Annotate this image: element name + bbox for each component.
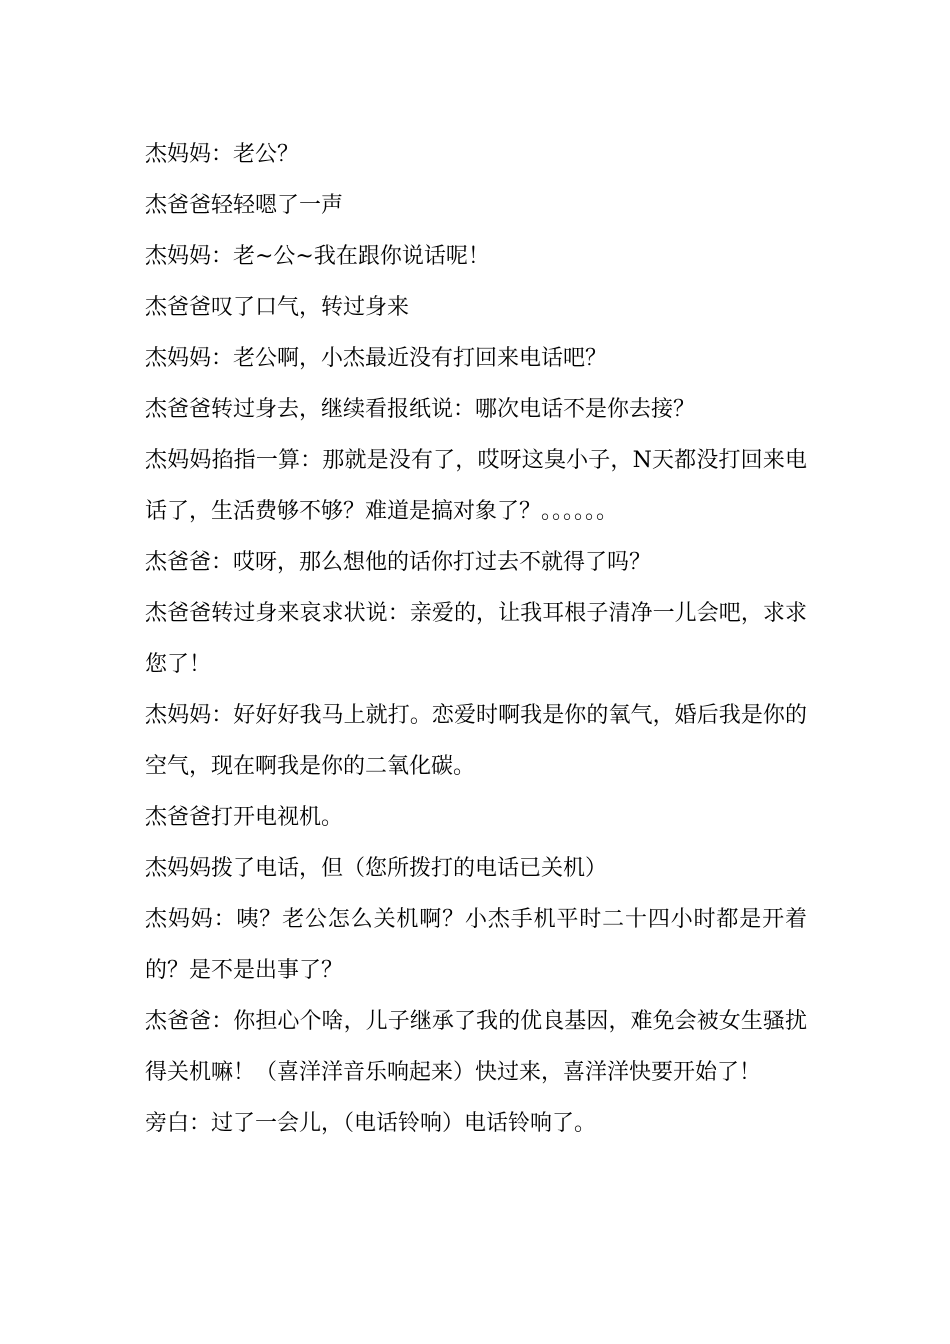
paragraph-dad-genes: 杰爸爸：你担心个啥，儿子继承了我的优良基因，难免会被女生骚扰得关机嘛！（喜洋洋音乐响起来）快过来，喜洋洋快要开始了！ (145, 1009, 807, 1085)
paragraph-dad-sighs: 杰爸爸叹了口气，转过身来 (145, 295, 410, 320)
paragraph-mom-asks-call: 杰妈妈：老公啊，小杰最近没有打回来电话吧？ (145, 346, 608, 371)
paragraph-mom-counts: 杰妈妈掐指一算：那就是没有了，哎呀这臭小子，N天都没打回来电话了，生活费够不够？难道是搞对象了？。。。。。。 (145, 448, 807, 524)
paragraph-mom-oxygen: 杰妈妈：好好好我马上就打。恋爱时啊我是你的氧气，婚后我是你的空气，现在啊我是你的二氧化碳。 (145, 703, 807, 779)
paragraph-mom-talking: 杰妈妈：老~公~我在跟你说话呢！ (145, 244, 490, 269)
document-body (145, 129, 807, 1149)
paragraph-dad-tv: 杰爸爸打开电视机。 (145, 805, 344, 830)
paragraph-mom-calls-husband: 杰妈妈：老公？ (145, 142, 300, 167)
paragraph-dad-reads-paper: 杰爸爸转过身去，继续看报纸说：哪次电话不是你去接？ (145, 397, 696, 422)
paragraph-dad-suggests-call: 杰爸爸：哎呀，那么想他的话你打过去不就得了吗？ (145, 550, 652, 575)
paragraph-dad-hums: 杰爸爸轻轻嗯了一声 (145, 193, 344, 218)
paragraph-narrator: 旁白：过了一会儿，（电话铃响）电话铃响了。 (145, 1111, 597, 1136)
paragraph-dad-pleads: 杰爸爸转过身来哀求状说：亲爱的，让我耳根子清净一儿会吧，求求您了！ (145, 601, 807, 677)
paragraph-mom-dials: 杰妈妈拨了电话，但（您所拨打的电话已关机） (145, 856, 608, 881)
paragraph-mom-worries: 杰妈妈：咦？老公怎么关机啊？小杰手机平时二十四小时都是开着的？是不是出事了？ (145, 907, 807, 983)
